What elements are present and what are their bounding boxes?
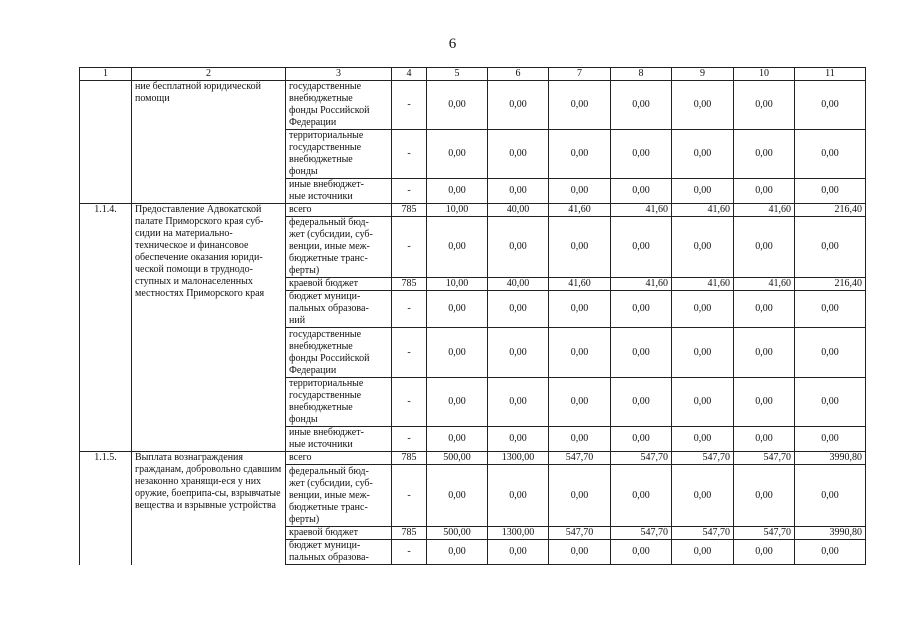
amount-cell: 547,70 <box>549 452 611 465</box>
table-row <box>80 204 866 217</box>
budget-code: - <box>392 328 427 378</box>
amount-cell: 0,00 <box>672 378 734 427</box>
amount-cell: 547,70 <box>734 527 795 540</box>
amount-cell: 0,00 <box>795 179 866 204</box>
budget-code: 785 <box>392 204 427 217</box>
budget-code: - <box>392 130 427 179</box>
amount-cell: 0,00 <box>734 378 795 427</box>
budget-code: - <box>392 217 427 278</box>
funding-source: государственные внебюджетные фонды Российской Федерации <box>286 328 392 378</box>
amount-cell: 41,60 <box>549 278 611 291</box>
amount-cell: 0,00 <box>427 217 488 278</box>
budget-code: 785 <box>392 278 427 291</box>
amount-cell: 41,60 <box>734 278 795 291</box>
amount-cell: 547,70 <box>611 452 672 465</box>
amount-cell: 0,00 <box>427 81 488 130</box>
amount-cell: 0,00 <box>795 130 866 179</box>
amount-cell: 3990,80 <box>795 527 866 540</box>
amount-cell: 0,00 <box>611 427 672 452</box>
budget-code: - <box>392 179 427 204</box>
column-number: 3 <box>286 68 392 81</box>
amount-cell: 0,00 <box>427 179 488 204</box>
budget-table <box>79 67 866 565</box>
amount-cell: 41,60 <box>549 204 611 217</box>
budget-code: 785 <box>392 527 427 540</box>
funding-source: иные внебюджет- ные источники <box>286 179 392 204</box>
amount-cell: 547,70 <box>611 527 672 540</box>
amount-cell: 41,60 <box>611 278 672 291</box>
amount-cell: 500,00 <box>427 452 488 465</box>
amount-cell: 547,70 <box>672 452 734 465</box>
column-number: 2 <box>132 68 286 81</box>
funding-source: территориальные государственные внебюджетные фонды <box>286 130 392 179</box>
item-code <box>80 81 132 204</box>
amount-cell: 0,00 <box>611 378 672 427</box>
amount-cell: 0,00 <box>549 378 611 427</box>
amount-cell: 10,00 <box>427 204 488 217</box>
amount-cell: 0,00 <box>734 465 795 527</box>
amount-cell: 0,00 <box>795 465 866 527</box>
amount-cell: 216,40 <box>795 278 866 291</box>
funding-source: федеральный бюд- жет (субсидии, суб- венции, иные меж- бюджетные транс- ферты) <box>286 465 392 527</box>
funding-source: иные внебюджет- ные источники <box>286 427 392 452</box>
amount-cell: 0,00 <box>427 130 488 179</box>
amount-cell: 0,00 <box>734 217 795 278</box>
item-name: Предоставление Адвокатской палате Приморского края суб-сидии на материально-техническое и финансовое обеспечение оказания юриди-ческой помощи в труднодо-ступных и малонаселенных местностях Приморского края <box>132 204 286 452</box>
amount-cell: 0,00 <box>734 291 795 328</box>
amount-cell: 216,40 <box>795 204 866 217</box>
amount-cell: 0,00 <box>795 328 866 378</box>
funding-source: государственные внебюджетные фонды Российской Федерации <box>286 81 392 130</box>
funding-source: бюджет муници- пальных образова- <box>286 540 392 565</box>
amount-cell: 0,00 <box>611 328 672 378</box>
amount-cell: 0,00 <box>795 291 866 328</box>
amount-cell: 0,00 <box>672 130 734 179</box>
funding-source: территориальные государственные внебюджетные фонды <box>286 378 392 427</box>
amount-cell: 0,00 <box>549 540 611 565</box>
amount-cell: 0,00 <box>734 130 795 179</box>
amount-cell: 0,00 <box>734 427 795 452</box>
amount-cell: 0,00 <box>427 291 488 328</box>
column-number: 10 <box>734 68 795 81</box>
amount-cell: 40,00 <box>488 204 549 217</box>
amount-cell: 547,70 <box>549 527 611 540</box>
item-name: Выплата вознаграждения гражданам, добровольно сдавшим незаконно хранящи-еся у них оружие, боеприпа-сы, взрывчатые вещества и взрывные устройства <box>132 452 286 565</box>
amount-cell: 0,00 <box>488 291 549 328</box>
budget-code: - <box>392 378 427 427</box>
budget-code: 785 <box>392 452 427 465</box>
budget-code: - <box>392 540 427 565</box>
amount-cell: 0,00 <box>549 81 611 130</box>
amount-cell: 0,00 <box>488 81 549 130</box>
amount-cell: 0,00 <box>734 328 795 378</box>
amount-cell: 0,00 <box>427 465 488 527</box>
amount-cell: 41,60 <box>611 204 672 217</box>
amount-cell: 0,00 <box>734 81 795 130</box>
amount-cell: 0,00 <box>795 217 866 278</box>
amount-cell: 0,00 <box>672 291 734 328</box>
amount-cell: 40,00 <box>488 278 549 291</box>
amount-cell: 0,00 <box>672 81 734 130</box>
item-code: 1.1.5. <box>80 452 132 565</box>
column-number: 11 <box>795 68 866 81</box>
amount-cell: 0,00 <box>488 378 549 427</box>
amount-cell: 0,00 <box>672 328 734 378</box>
amount-cell: 0,00 <box>549 291 611 328</box>
amount-cell: 547,70 <box>672 527 734 540</box>
amount-cell: 0,00 <box>427 540 488 565</box>
amount-cell: 0,00 <box>488 540 549 565</box>
funding-source: всего <box>286 204 392 217</box>
amount-cell: 0,00 <box>611 217 672 278</box>
column-number: 6 <box>488 68 549 81</box>
amount-cell: 41,60 <box>672 278 734 291</box>
amount-cell: 0,00 <box>549 328 611 378</box>
amount-cell: 0,00 <box>488 217 549 278</box>
amount-cell: 0,00 <box>795 540 866 565</box>
amount-cell: 0,00 <box>611 465 672 527</box>
amount-cell: 0,00 <box>488 427 549 452</box>
amount-cell: 0,00 <box>611 179 672 204</box>
amount-cell: 1300,00 <box>488 527 549 540</box>
amount-cell: 0,00 <box>611 540 672 565</box>
budget-code: - <box>392 427 427 452</box>
amount-cell: 0,00 <box>488 465 549 527</box>
amount-cell: 0,00 <box>488 328 549 378</box>
column-number: 7 <box>549 68 611 81</box>
column-number: 9 <box>672 68 734 81</box>
funding-source: всего <box>286 452 392 465</box>
budget-code: - <box>392 291 427 328</box>
funding-source: бюджет муници- пальных образова- ний <box>286 291 392 328</box>
amount-cell: 10,00 <box>427 278 488 291</box>
amount-cell: 0,00 <box>611 130 672 179</box>
amount-cell: 0,00 <box>427 328 488 378</box>
funding-source: федеральный бюд- жет (субсидии, суб- венции, иные меж- бюджетные транс- ферты) <box>286 217 392 278</box>
amount-cell: 0,00 <box>734 540 795 565</box>
amount-cell: 0,00 <box>549 217 611 278</box>
amount-cell: 0,00 <box>488 130 549 179</box>
column-number-row <box>80 68 866 81</box>
amount-cell: 3990,80 <box>795 452 866 465</box>
amount-cell: 547,70 <box>734 452 795 465</box>
amount-cell: 0,00 <box>795 427 866 452</box>
amount-cell: 0,00 <box>549 427 611 452</box>
amount-cell: 0,00 <box>488 179 549 204</box>
amount-cell: 0,00 <box>734 179 795 204</box>
amount-cell: 1300,00 <box>488 452 549 465</box>
column-number: 1 <box>80 68 132 81</box>
amount-cell: 0,00 <box>672 179 734 204</box>
amount-cell: 0,00 <box>611 81 672 130</box>
item-code: 1.1.4. <box>80 204 132 452</box>
amount-cell: 0,00 <box>672 465 734 527</box>
amount-cell: 0,00 <box>672 427 734 452</box>
table-row <box>80 81 866 130</box>
funding-source: краевой бюджет <box>286 278 392 291</box>
amount-cell: 0,00 <box>549 179 611 204</box>
budget-code: - <box>392 465 427 527</box>
amount-cell: 0,00 <box>672 540 734 565</box>
column-number: 8 <box>611 68 672 81</box>
page-number: 6 <box>448 36 457 52</box>
amount-cell: 41,60 <box>672 204 734 217</box>
amount-cell: 41,60 <box>734 204 795 217</box>
amount-cell: 0,00 <box>611 291 672 328</box>
amount-cell: 0,00 <box>549 130 611 179</box>
item-name: ние бесплатной юридической помощи <box>132 81 286 204</box>
column-number: 4 <box>392 68 427 81</box>
funding-source: краевой бюджет <box>286 527 392 540</box>
amount-cell: 500,00 <box>427 527 488 540</box>
table-row <box>80 452 866 465</box>
amount-cell: 0,00 <box>672 217 734 278</box>
amount-cell: 0,00 <box>427 427 488 452</box>
amount-cell: 0,00 <box>795 378 866 427</box>
amount-cell: 0,00 <box>549 465 611 527</box>
budget-code: - <box>392 81 427 130</box>
amount-cell: 0,00 <box>795 81 866 130</box>
column-number: 5 <box>427 68 488 81</box>
amount-cell: 0,00 <box>427 378 488 427</box>
